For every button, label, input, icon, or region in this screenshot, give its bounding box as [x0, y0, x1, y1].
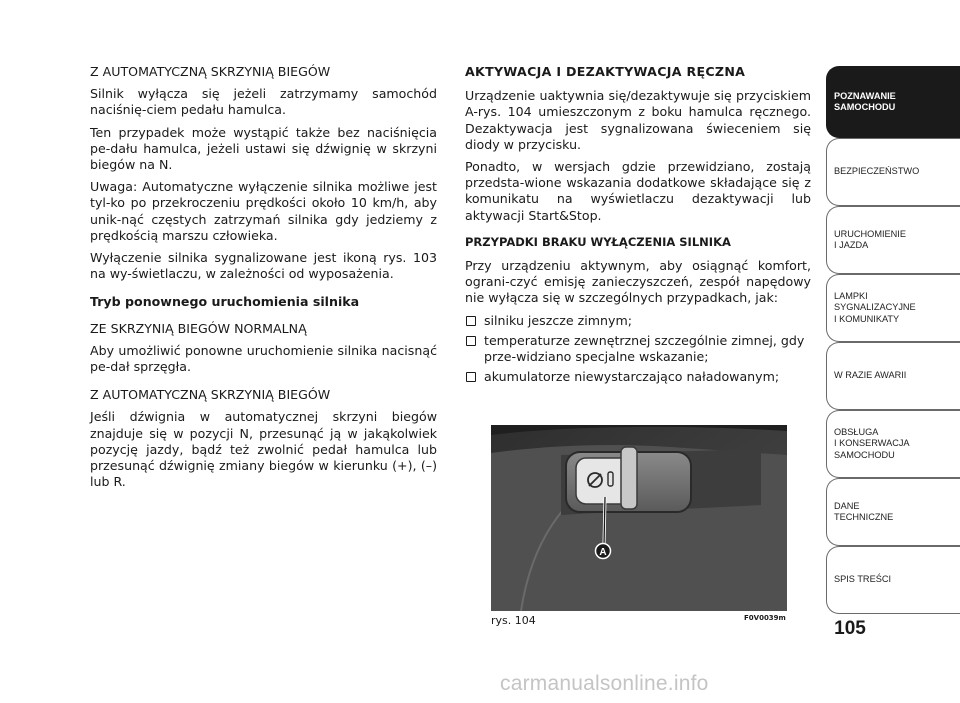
paragraph: Uwaga: Automatyczne wyłączenie silnika możliwe jest tyl-ko po przekroczeniu prędkości około 10 km/h, aby unik-nąć częstych zatrzymań silnika gdy jedziemy z prędkością marszu człowieka.	[90, 179, 437, 243]
paragraph: Ponadto, w wersjach gdzie przewidziano, zostają przedsta-wione wskazania dodatkowe składające się z komunikatu na wyświetlaczu dezaktywacji lub aktywacji Start&Stop.	[465, 159, 811, 223]
tab-lampki-sygnalizacyjne[interactable]: LAMPKI SYGNALIZACYJNE I KOMUNIKATY	[826, 274, 960, 342]
paragraph: Urządzenie uaktywnia się/dezaktywuje się przyciskiem A-rys. 104 umieszczonym z boku hamulca ręcznego. Dezaktywacja jest sygnalizowana świeceniem się diody w przycisku.	[465, 88, 811, 152]
paragraph: Aby umożliwić ponowne uruchomienie silnika nacisnąć pe-dał sprzęgła.	[90, 342, 437, 375]
tab-spis-tresci[interactable]: SPIS TREŚCI	[826, 546, 960, 614]
checkbox-bullet-icon	[466, 316, 476, 326]
left-column	[90, 64, 437, 496]
subsection-title: PRZYPADKI BRAKU WYŁĄCZENIA SILNIKA	[465, 234, 731, 249]
callout-a-label: A	[599, 547, 607, 558]
list-item: akumulatorze niewystarczająco naładowanym;	[465, 369, 811, 385]
watermark: carmanualsonline.info	[500, 672, 709, 695]
chapter-tabs	[826, 66, 960, 616]
checkbox-bullet-icon	[466, 372, 476, 382]
list-item: silniku jeszcze zimnym;	[465, 313, 811, 329]
paragraph: Jeśli dźwignia w automatycznej skrzyni biegów znajduje się w pozycji N, przesunąć ją w jakąkolwiek pozycję jazdy, bądź też zwolnić pedał hamulca lub przesunąć dźwignię zmiany biegów w kierunku (+), (–) lub R.	[90, 409, 437, 490]
figure-caption: rys. 104	[491, 614, 536, 627]
tab-obsluga-i-konserwacja[interactable]: OBSŁUGA I KONSERWACJA SAMOCHODU	[826, 410, 960, 478]
tab-dane-techniczne[interactable]: DANE TECHNICZNE	[826, 478, 960, 546]
heading-restart-mode: Tryb ponownego uruchomienia silnika	[90, 294, 360, 310]
heading-auto-gearbox: Z AUTOMATYCZNĄ SKRZYNIĄ BIEGÓW	[90, 64, 331, 79]
paragraph: Przy urządzeniu aktywnym, aby osiągnąć komfort, ograni-czyć emisję zanieczyszczeń, zespół napędowy nie wyłącza się w szczególnych przypadkach, jak:	[465, 258, 811, 306]
tab-bezpieczenstwo[interactable]: BEZPIECZEŃSTWO	[826, 138, 960, 206]
heading-auto-gearbox: Z AUTOMATYCZNĄ SKRZYNIĄ BIEGÓW	[90, 387, 331, 403]
paragraph: Wyłączenie silnika sygnalizowane jest ikoną rys. 103 na wy-świetlaczu, w zależności od wyposażenia.	[90, 250, 437, 282]
figure-illustration	[491, 425, 787, 611]
checkbox-bullet-icon	[466, 336, 476, 346]
right-column	[465, 64, 811, 389]
paragraph: Ten przypadek może wystąpić także bez naciśnięcia pe-dału hamulca, jeżeli ustawi się dźwignię w skrzyni biegów na N.	[90, 124, 437, 173]
list-item: temperaturze zewnętrznej szczególnie zimnej, gdy prze-widziano specjalne wskazanie;	[465, 333, 811, 365]
tab-uruchomienie-i-jazda[interactable]: URUCHOMIENIE I JAZDA	[826, 206, 960, 274]
tab-poznawanie-samochodu[interactable]: POZNAWANIE SAMOCHODU	[826, 66, 960, 138]
heading-manual-gearbox: ZE SKRZYNIĄ BIEGÓW NORMALNĄ	[90, 320, 307, 336]
figure-start-stop-button	[491, 425, 787, 611]
paragraph: Silnik wyłącza się jeżeli zatrzymamy samochód naciśnię-ciem pedału hamulca.	[90, 86, 437, 118]
figure-code: F0V0039m	[744, 614, 786, 622]
section-title: AKTYWACJA I DEZAKTYWACJA RĘCZNA	[465, 64, 746, 79]
tab-w-razie-awarii[interactable]: W RAZIE AWARII	[826, 342, 960, 410]
page-number: 105	[834, 618, 866, 639]
condition-list	[465, 313, 811, 386]
